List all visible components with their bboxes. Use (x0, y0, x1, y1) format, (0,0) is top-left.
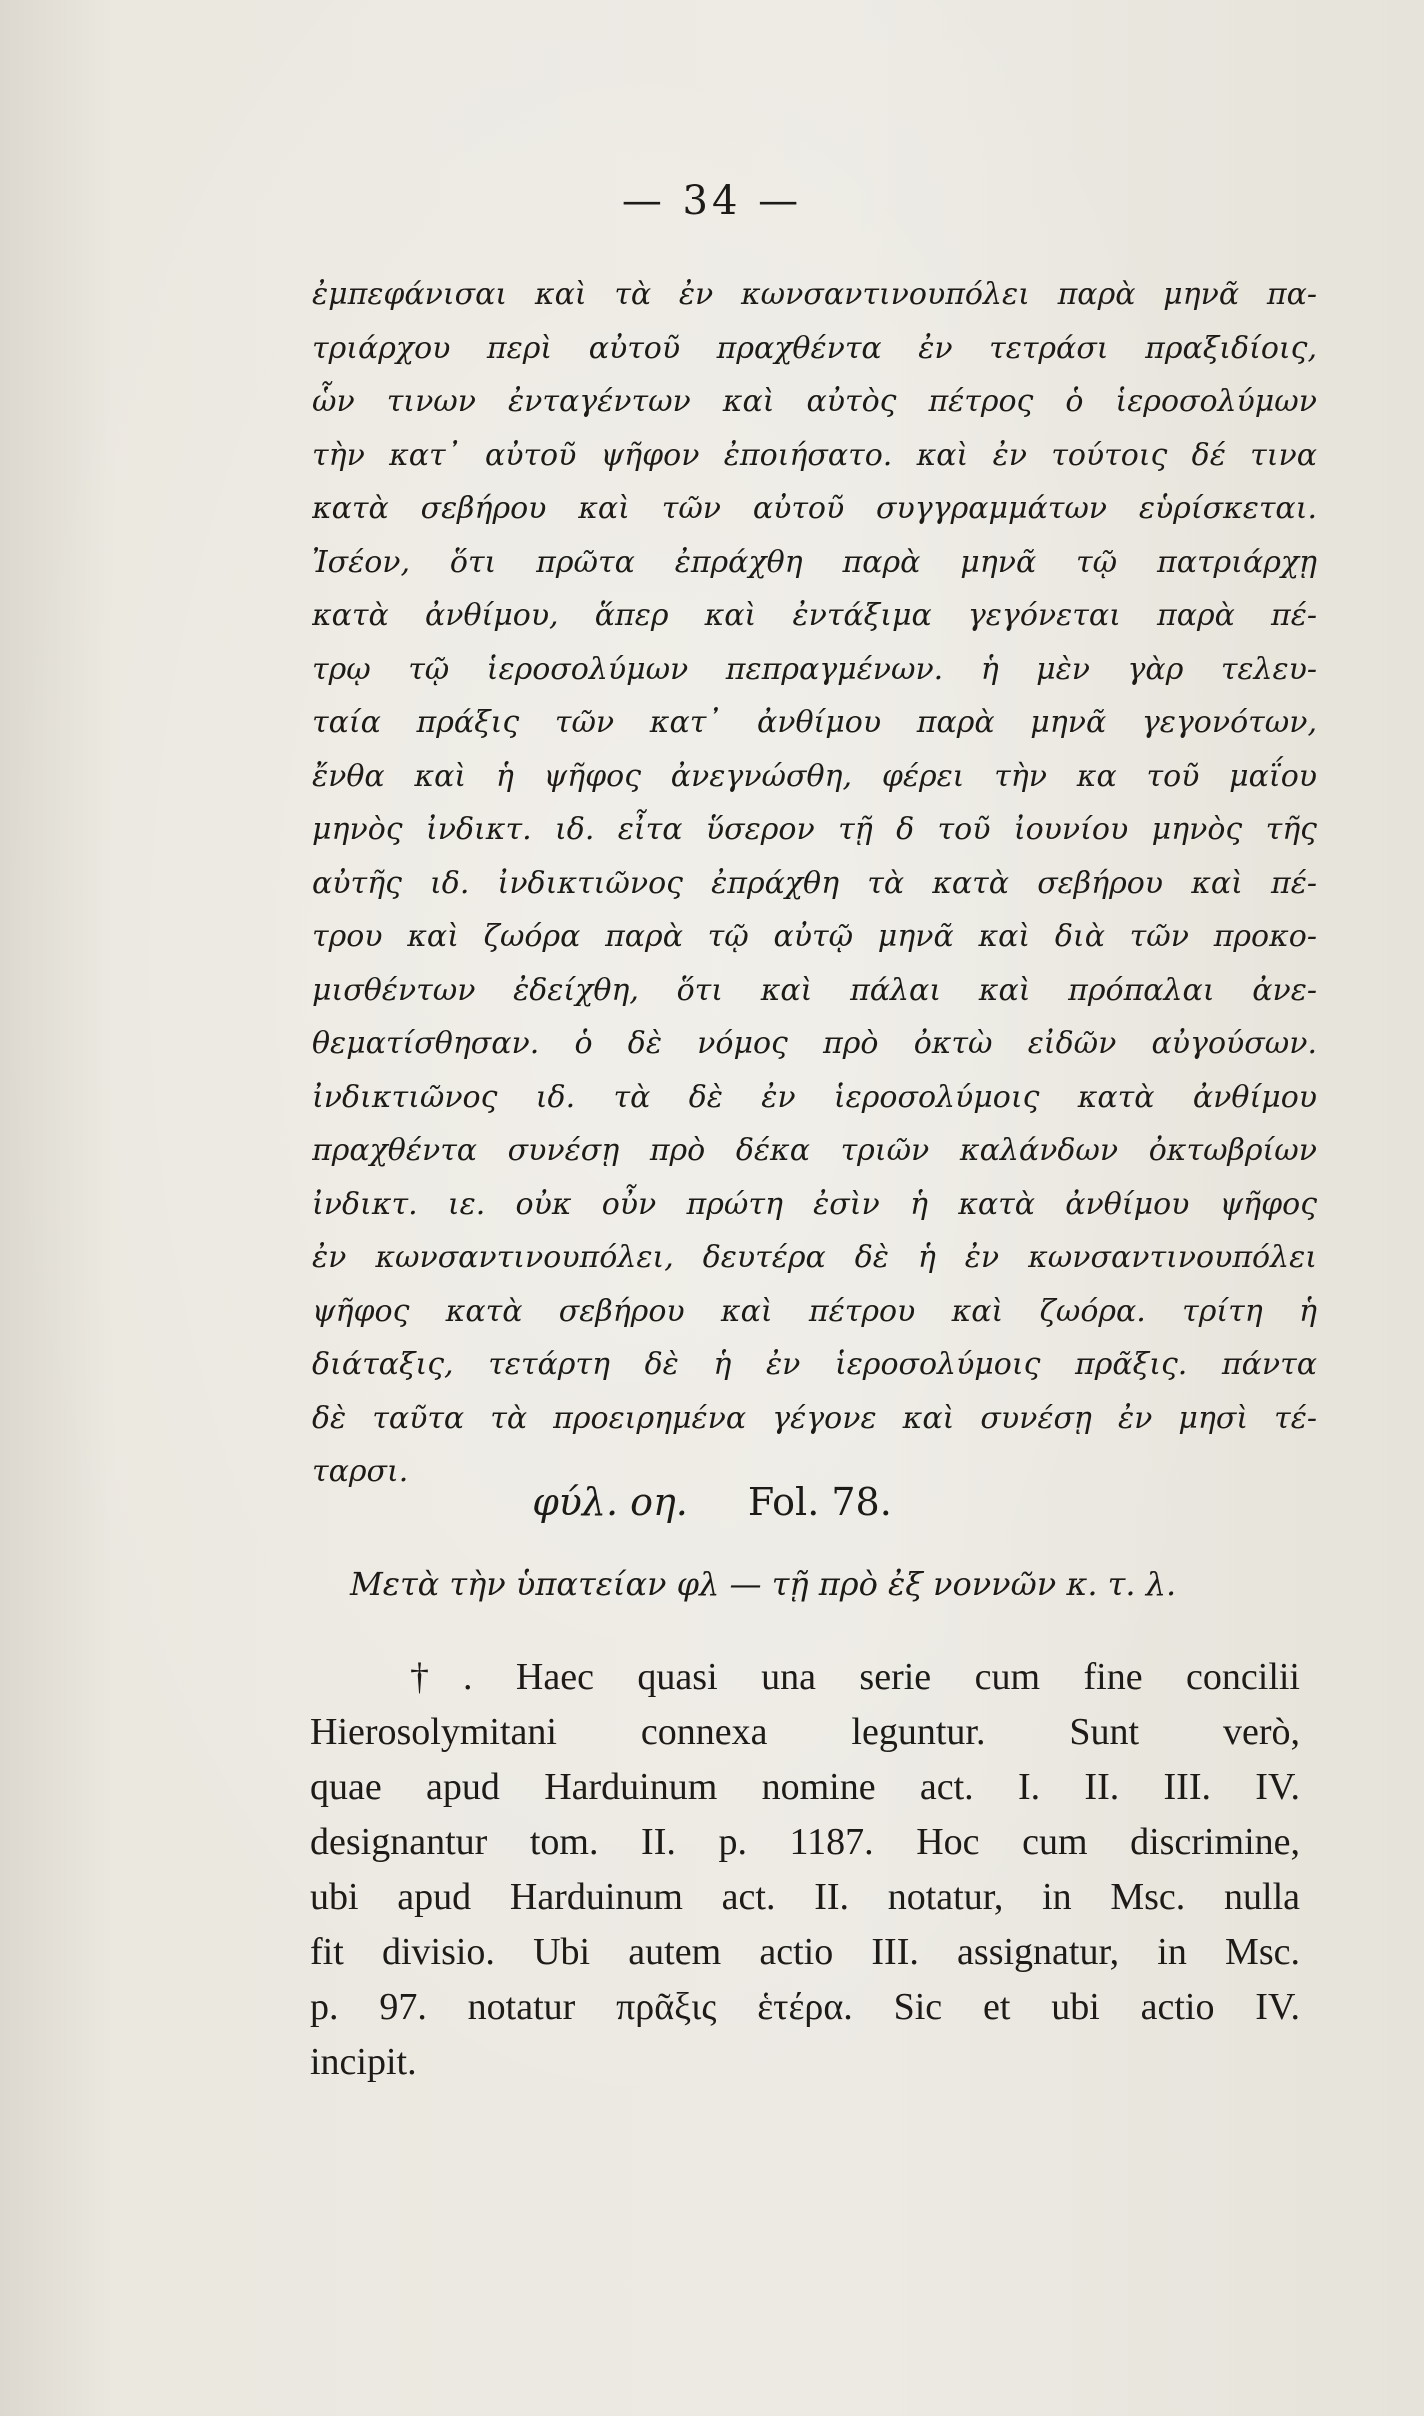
text-line: ταρσι. (312, 1454, 409, 1489)
text-line: ψῆφος κατὰ σεβήρου καὶ πέτρου καὶ ζωόρα. τρίτη ἡ (312, 1293, 1317, 1329)
folio-greek: φύλ. οη. (532, 1480, 688, 1524)
folio-latin: Fol. 78. (747, 1480, 892, 1524)
incipit-line: Μετὰ τὴν ὑπατείαν φλ — τῇ πρὸ ἐξ νοννῶν κ. τ. λ. (350, 1565, 1177, 1603)
latin-note-block (310, 1650, 1300, 2090)
text-line: αὐτῆς ιδ. ἰνδικτιῶνος ἐπράχθη τὰ κατὰ σεβήρου καὶ πέ- (312, 865, 1317, 901)
text-line: τὴν κατ᾽ αὐτοῦ ψῆφον ἐποιήσατο. καὶ ἐν τούτοις δέ τινα (312, 437, 1317, 473)
text-line: κατὰ σεβήρου καὶ τῶν αὐτοῦ συγγραμμάτων εὑρίσκεται. (312, 491, 1317, 526)
text-line: τρου καὶ ζωόρα παρὰ τῷ αὐτῷ μηνᾶ καὶ διὰ τῶν προκο- (312, 919, 1317, 954)
text-line: ἐν κωνσαντινουπόλει, δευτέρα δὲ ἡ ἐν κωνσαντινουπόλει (312, 1240, 1317, 1275)
text-line: πραχθέντα συνέσῃ πρὸ δέκα τριῶν καλάνδων ὀκτωβρίων (312, 1133, 1317, 1168)
text-line: ταία πράξις τῶν κατ᾽ ἀνθίμου παρὰ μηνᾶ γεγονότων, (312, 705, 1317, 740)
note-line: designantur tom. II. p. 1187. Hoc cum discrimine, (310, 1821, 1300, 1863)
text-line: μηνὸς ἰνδικτ. ιδ. εἶτα ὕσερον τῇ δ τοῦ ἰουνίου μηνὸς τῆς (312, 812, 1317, 847)
text-line: ἰνδικτιῶνος ιδ. τὰ δὲ ἐν ἱεροσολύμοις κατὰ ἀνθίμου (312, 1079, 1317, 1115)
page-number: — 34 — (621, 178, 803, 224)
text-line: ἔνθα καὶ ἡ ψῆφος ἀνεγνώσθη, φέρει τὴν κα τοῦ μαΐου (312, 758, 1317, 794)
text-line: μισθέντων ἐδείχθη, ὅτι καὶ πάλαι καὶ πρόπαλαι ἀνε- (312, 972, 1317, 1008)
text-line: ἰνδικτ. ιε. οὐκ οὖν πρώτη ἐσὶν ἡ κατὰ ἀνθίμου ψῆφος (312, 1186, 1317, 1222)
note-line: p. 97. notatur πρᾶξις ἑτέρα. Sic et ubi actio IV. (310, 1986, 1300, 2028)
text-line: τρῳ τῷ ἱεροσολύμων πεπραγμένων. ἡ μὲν γὰρ τελευ- (312, 651, 1317, 687)
text-line: ἐμπεφάνισαι καὶ τὰ ἐν κωνσαντινουπόλει παρὰ μηνᾶ πα- (312, 277, 1317, 312)
text-line: τριάρχου περὶ αὐτοῦ πραχθέντα ἐν τετράσι πραξιδίοις, (312, 330, 1317, 366)
greek-text-block (312, 268, 1317, 1499)
note-line: incipit. (310, 2041, 417, 2083)
text-line: κατὰ ἀνθίμου, ἅπερ καὶ ἐντάξιμα γεγόνεται παρὰ πέ- (312, 598, 1317, 633)
note-line: †. Haec quasi una serie cum fine concilii (410, 1656, 1300, 1698)
text-line: θεματίσθησαν. ὁ δὲ νόμος πρὸ ὀκτὼ εἰδῶν αὐγούσων. (312, 1026, 1317, 1061)
text-line: ὧν τινων ἐνταγέντων καὶ αὐτὸς πέτρος ὁ ἱεροσολύμων (312, 384, 1317, 419)
note-line: fit divisio. Ubi autem actio III. assignatur, in Msc. (310, 1931, 1300, 1973)
folio-heading (0, 1480, 1424, 1524)
text-line: διάταξις, τετάρτη δὲ ἡ ἐν ἱεροσολύμοις πρᾶξις. πάντα (312, 1347, 1317, 1382)
note-line: quae apud Harduinum nomine act. I. II. III. IV. (310, 1766, 1300, 1808)
text-line: Ἰσέον, ὅτι πρῶτα ἐπράχθη παρὰ μηνᾶ τῷ πατριάρχῃ (312, 544, 1317, 580)
text-line: δὲ ταῦτα τὰ προειρημένα γέγονε καὶ συνέσῃ ἐν μησὶ τέ- (312, 1400, 1317, 1436)
note-line: Hierosolymitani connexa leguntur. Sunt verò, (310, 1711, 1300, 1753)
note-line: ubi apud Harduinum act. II. notatur, in Msc. nulla (310, 1876, 1300, 1918)
